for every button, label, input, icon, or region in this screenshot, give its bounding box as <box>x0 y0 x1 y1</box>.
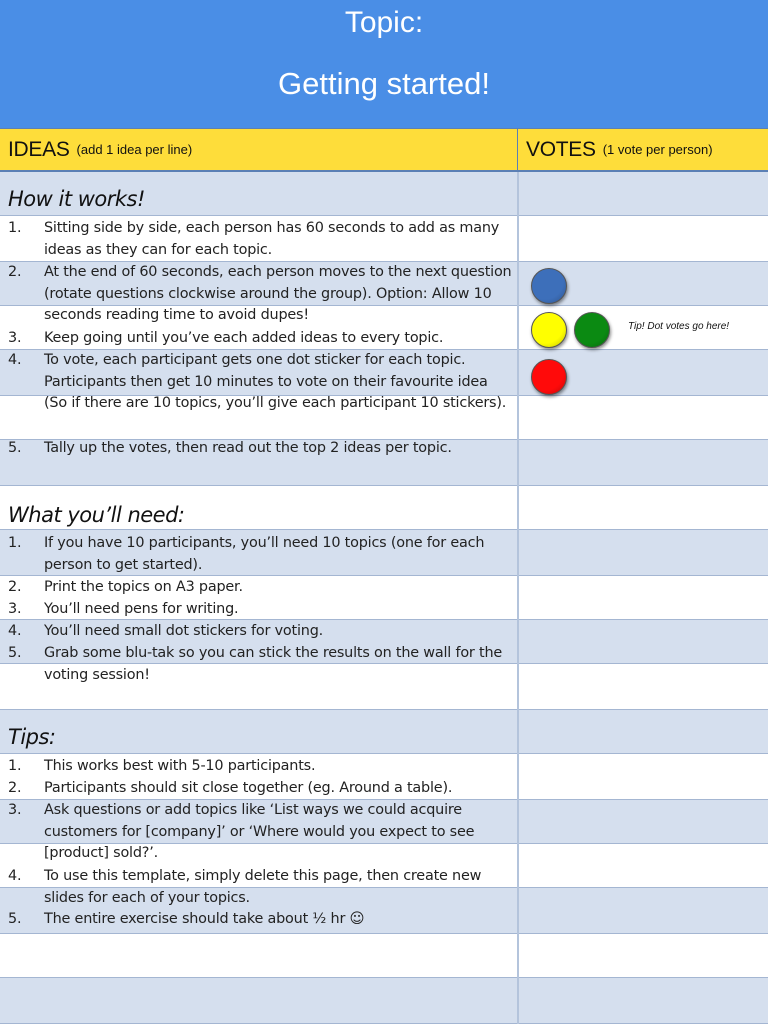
item-text: Ask questions or add topics like ‘List ways we could acquire customers for [company]’ or ‘Where would you expect to see [product] sold?’. <box>44 802 475 861</box>
column-divider <box>517 172 519 1024</box>
red-dot-sticker <box>531 359 567 395</box>
item-number: 2. <box>8 264 22 280</box>
item-number: 1. <box>8 535 22 551</box>
blue-dot-sticker <box>531 268 567 304</box>
table-row <box>0 934 768 978</box>
page-title: Getting started! <box>278 66 490 101</box>
item-text: Tally up the votes, then read out the top 2 ideas per topic. <box>44 440 452 456</box>
ideas-header-note: (add 1 idea per line) <box>76 142 193 157</box>
section-title-tips: Tips: <box>8 725 56 749</box>
ideas-column-header <box>0 128 518 172</box>
item-number: 5. <box>8 440 22 456</box>
item-number: 2. <box>8 780 22 796</box>
item-text: Participants should sit close together (eg. Around a table). <box>44 780 453 796</box>
item-number: 5. <box>8 911 22 927</box>
item-number: 1. <box>8 220 22 236</box>
item-number: 4. <box>8 868 22 884</box>
item-text: The entire exercise should take about ½ hr ☺ <box>44 911 365 927</box>
item-text: You’ll need pens for writing. <box>44 601 239 617</box>
item-text: You’ll need small dot stickers for voting. <box>44 623 324 639</box>
section-title-how-it-works: How it works! <box>8 187 145 211</box>
item-text: Keep going until you’ve each added ideas to every topic. <box>44 330 444 346</box>
item-text: This works best with 5-10 participants. <box>44 758 316 774</box>
table-row <box>0 710 768 754</box>
item-number: 3. <box>8 330 22 346</box>
item-text: Grab some blu-tak so you can stick the results on the wall for the voting session! <box>44 645 503 683</box>
header-banner <box>0 0 768 128</box>
item-text: Print the topics on A3 paper. <box>44 579 243 595</box>
item-number: 3. <box>8 601 22 617</box>
section-title-what-youll-need: What you’ll need: <box>8 503 185 527</box>
ideas-header-label: IDEAS <box>8 137 70 161</box>
green-dot-sticker <box>574 312 610 348</box>
table-row <box>0 978 768 1024</box>
item-text: At the end of 60 seconds, each person moves to the next question (rotate questions clockwise around the group). Option: Allow 10 seconds reading time to avoid dupes! <box>44 264 512 323</box>
item-text: To use this template, simply delete this page, then create new slides for each of your topics. <box>44 868 482 906</box>
item-text: To vote, each participant gets one dot sticker for each topic. Participants then get 10 minutes to vote on their favourite idea (So if there are 10 topics, you’ll give each participant 10 stickers). <box>44 352 507 411</box>
votes-column-header <box>518 128 768 172</box>
item-number: 1. <box>8 758 22 774</box>
item-number: 4. <box>8 623 22 639</box>
votes-header-label: VOTES <box>526 137 596 161</box>
dot-votes-tip: Tip! Dot votes go here! <box>628 321 730 332</box>
item-number: 4. <box>8 352 22 368</box>
item-number: 3. <box>8 802 22 818</box>
item-number: 5. <box>8 645 22 661</box>
item-number: 2. <box>8 579 22 595</box>
topic-label: Topic: <box>344 6 424 39</box>
item-text: Sitting side by side, each person has 60 seconds to add as many ideas as they can for each topic. <box>44 220 500 258</box>
votes-header-note: (1 vote per person) <box>602 142 713 157</box>
item-text: If you have 10 participants, you’ll need 10 topics (one for each person to get started). <box>44 535 485 573</box>
yellow-dot-sticker <box>531 312 567 348</box>
